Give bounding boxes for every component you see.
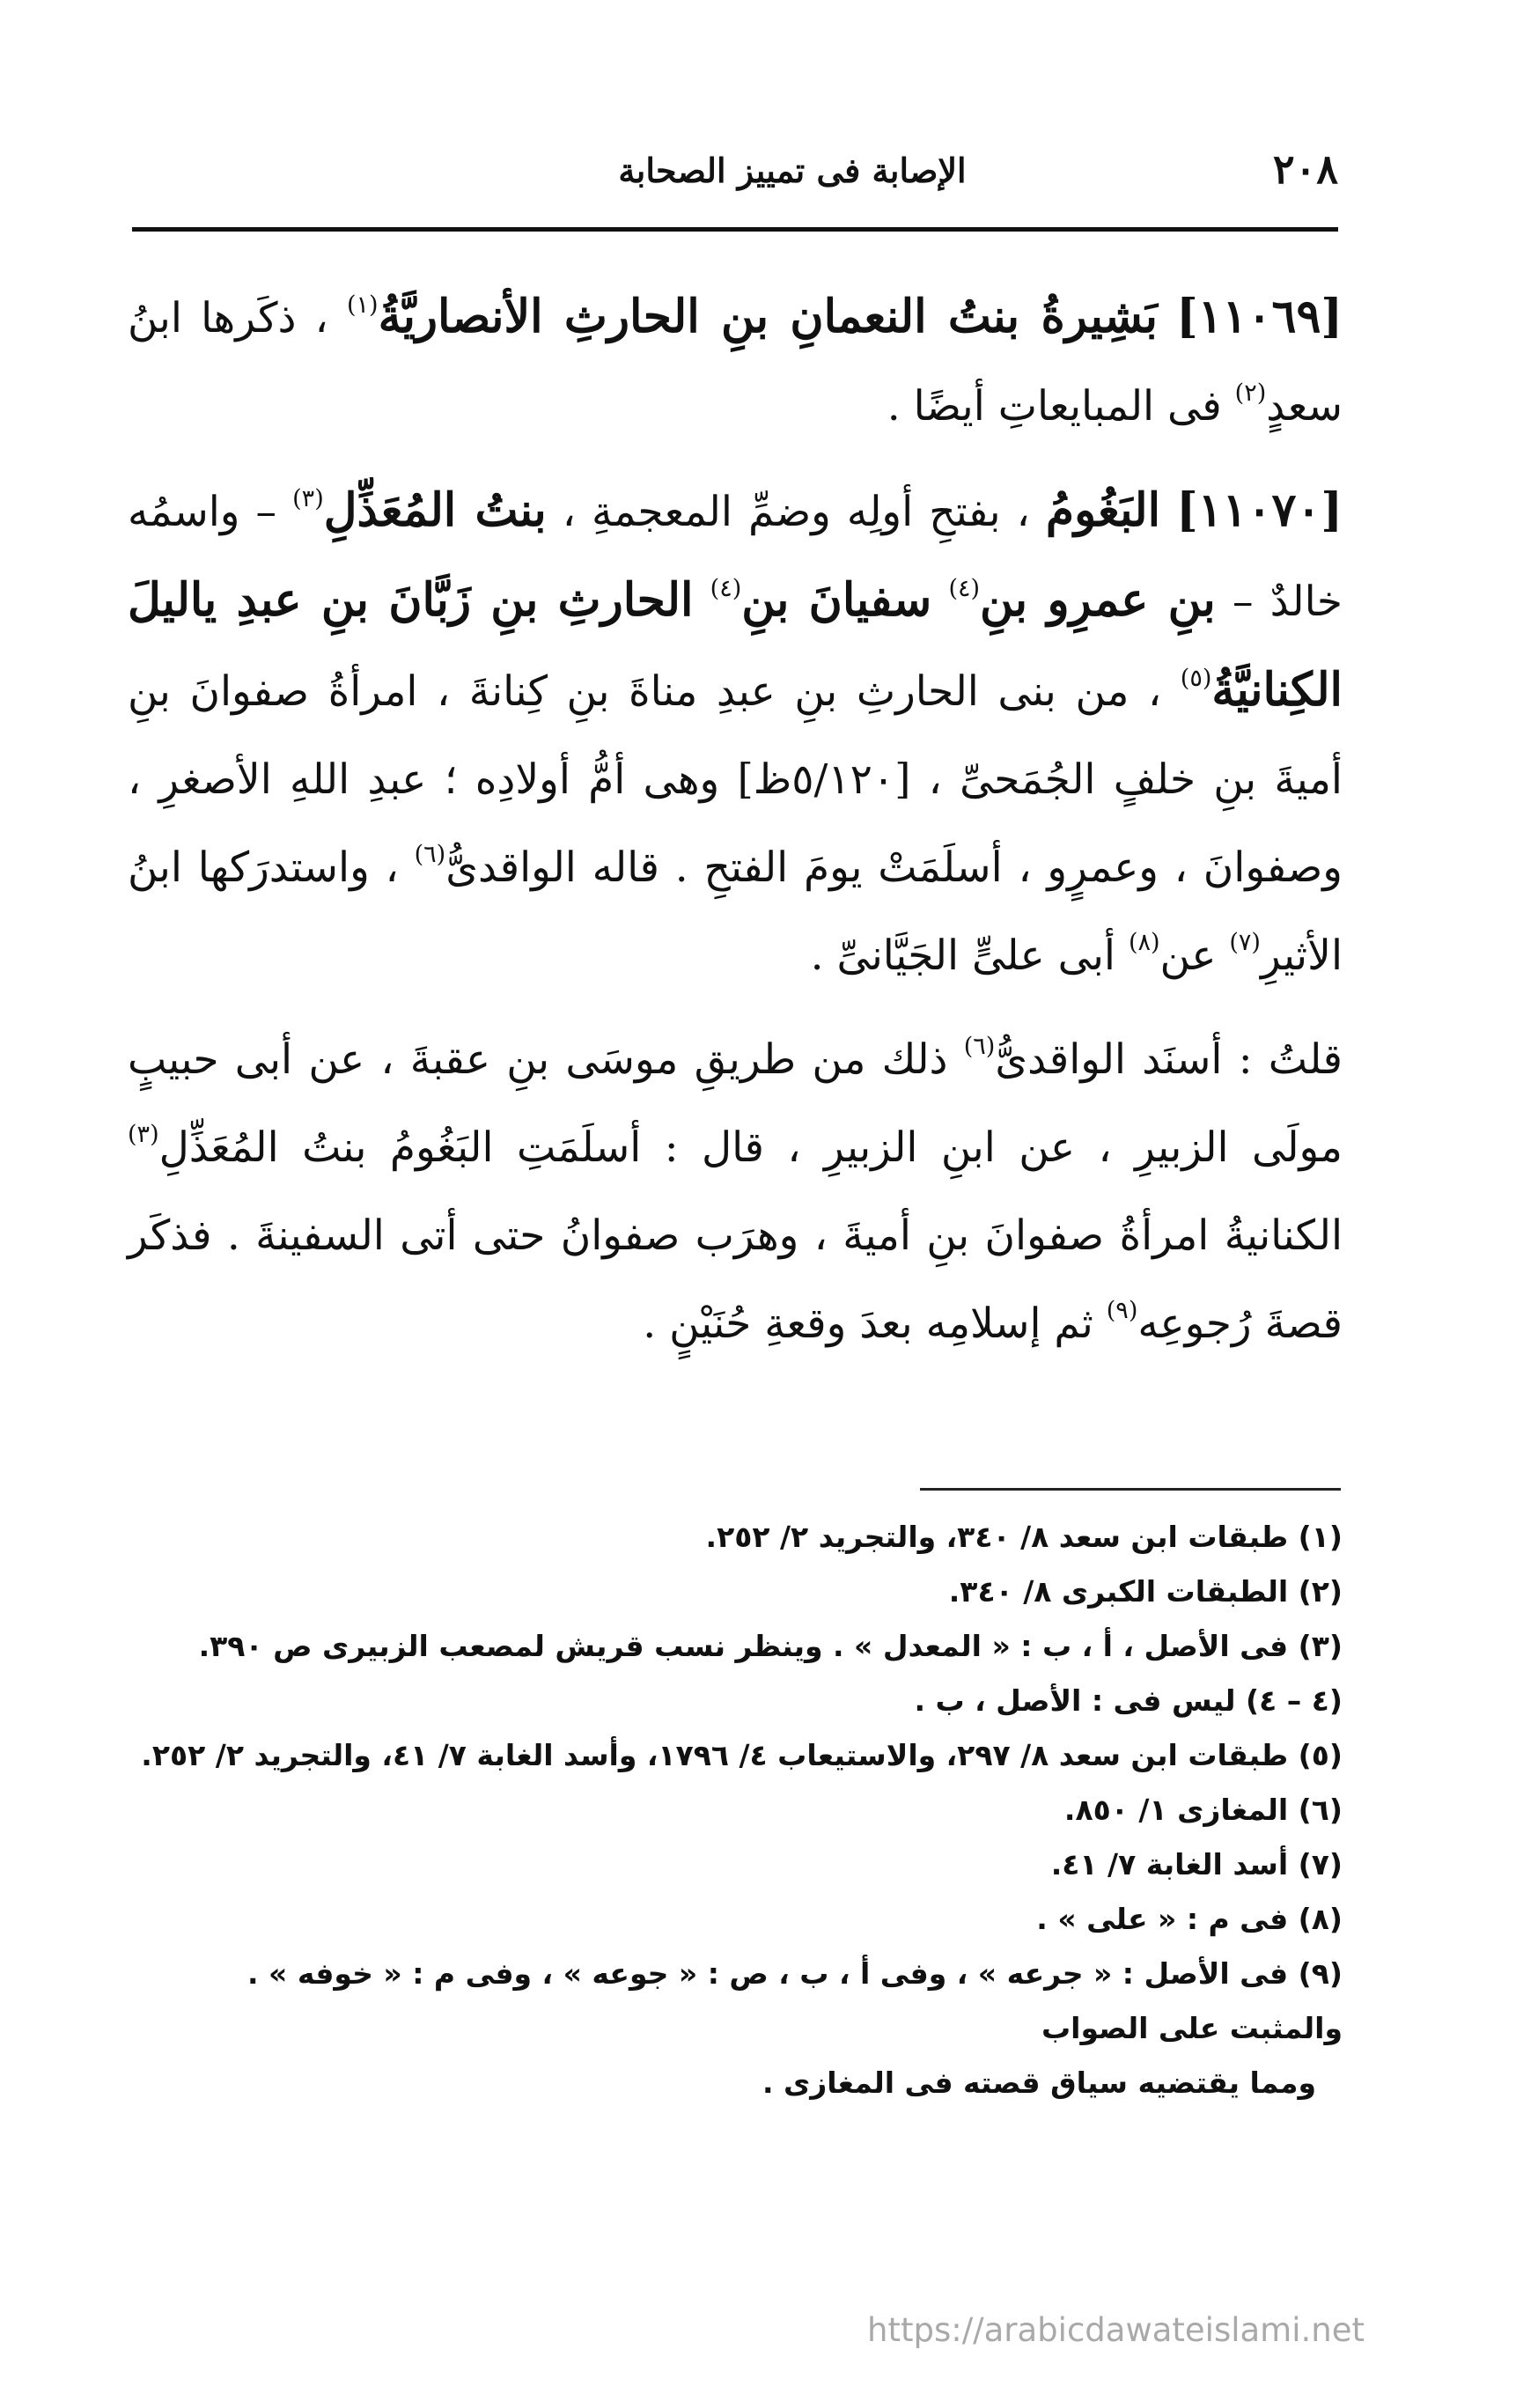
entry-text: الكنانيةُ امرأةُ صفوانَ بنِ أميةَ ، وهرَب صفوانُ حتى أتى السفينةَ . فذكَر قصةَ رُجوعِه — [128, 1211, 1343, 1348]
footnote-4: (٤ – ٤) ليس فى : الأصل ، ب . — [914, 1683, 1343, 1718]
entry-text: ، ذكَرها ابنُ سعدٍ — [128, 294, 1343, 431]
footnotes — [132, 1510, 1343, 2110]
entry-text: ثم إسلامِه بعدَ وقعةِ حُنَيْنٍ . — [643, 1300, 1093, 1348]
entry-text: عن — [1159, 932, 1217, 980]
footnote-9: (٩) فى الأصل : « جرعه » ، وفى أ ، ب ، ص : « جوعه » ، وفى م : « خوفه » . والمثبت على الصواب — [247, 1956, 1343, 2045]
footnote-ref: (١) — [346, 291, 379, 319]
footnote-9-continuation: ومما يقتضيه سياق قصته فى المغازى . — [762, 2066, 1316, 2100]
entry-text: ، واستدرَكها ابنُ الأثيرِ — [128, 843, 1343, 980]
footnote-ref: (٥) — [1180, 665, 1212, 692]
footnote-6: (٦) المغازى ١/ ٨٥٠. — [1063, 1793, 1343, 1827]
footnote-ref: (٢) — [1234, 379, 1267, 407]
footnote-ref: (٨) — [1128, 929, 1160, 956]
footnote-ref: (٧) — [1229, 929, 1261, 956]
watermark-url: https://arabicdawateislami.net — [867, 2311, 1365, 2349]
entry-text: فى المبايعاتِ أيضًا . — [887, 382, 1222, 431]
entry-name: سفيانَ بنِ — [741, 573, 932, 627]
entry-text: – واسمُه خالدٌ – — [128, 488, 1343, 626]
footnote-ref: (٤) — [710, 575, 742, 602]
entry-11069 — [128, 273, 1343, 451]
main-text — [128, 273, 1343, 1384]
footnote-ref: (٣) — [292, 485, 324, 512]
entry-name: الحارثِ بنِ زَبَّانَ بنِ عبدِ ياليلَ الكِنانيَّةُ — [128, 573, 1343, 717]
entry-text: ، بفتحِ أولِه وضمِّ المعجمةِ ، — [562, 488, 1030, 536]
entry-text: أبى علىٍّ الجَيَّانىِّ . — [810, 932, 1115, 980]
footnote-ref: (٣) — [128, 1121, 159, 1148]
entry-text: ، من بنى الحارثِ بنِ عبدِ مناةَ بنِ كِنانةَ ، امرأةُ صفوانَ بنِ أميةَ بنِ خلفٍ الجُمَحىِّ ، [٥/١٢٠ظ] وهى أمُّ أولادِه ؛ عبدِ اللهِ الأصغرِ ، وصفوانَ ، وعمرٍو ، أسلَمَتْ يومَ الفتحِ . قاله الواقدىُّ — [128, 667, 1343, 892]
entry-name: بنِ عمرِو بنِ — [980, 573, 1216, 627]
entry-number: [١١٠٦٩] — [1176, 290, 1343, 343]
entry-number: [١١٠٧٠] — [1176, 483, 1343, 537]
footnote-5: (٥) طبقات ابن سعد ٨/ ٢٩٧، والاستيعاب ٤/ ١٧٩٦، وأسد الغابة ٧/ ٤١، والتجريد ٢/ ٢٥٢. — [141, 1738, 1343, 1772]
entry-name: بَشِيرةُ بنتُ النعمانِ بنِ الحارثِ الأنصاريَّةُ — [378, 290, 1158, 343]
page-number: ٢٠٨ — [1272, 145, 1338, 193]
running-title: الإصابة فى تمييز الصحابة — [618, 151, 967, 190]
commentary — [128, 1016, 1343, 1368]
footnote-7: (٧) أسد الغابة ٧/ ٤١. — [1050, 1847, 1343, 1881]
footnote-3: (٣) فى الأصل ، أ ، ب : « المعدل » . وينظر نسب قريش لمصعب الزبيرى ص ٣٩٠. — [198, 1629, 1343, 1663]
footnote-1: (١) طبقات ابن سعد ٨/ ٣٤٠، والتجريد ٢/ ٢٥٢. — [705, 1520, 1343, 1554]
entry-name: البَغُومُ — [1045, 483, 1161, 537]
footnote-ref: (٩) — [1106, 1297, 1138, 1324]
footnote-ref: (٦) — [963, 1033, 996, 1060]
footnote-divider — [920, 1488, 1341, 1491]
footnote-2: (٢) الطبقات الكبرى ٨/ ٣٤٠. — [948, 1574, 1343, 1609]
entry-name: بنتُ المُعَذِّلِ — [323, 483, 547, 537]
entry-text: قلتُ : أسنَد الواقدىُّ — [995, 1035, 1343, 1084]
footnote-8: (٨) فى م : « على » . — [1036, 1902, 1343, 1936]
footnote-ref: (٦) — [414, 841, 446, 868]
entry-text: ذلك من طريقِ موسَى بنِ عقبةَ ، عن أبى حبيبٍ مولَى الزبيرِ ، عن ابنِ الزبيرِ ، قال : أسلَمَتِ البَغُومُ بنتُ المُعَذِّلِ — [128, 1035, 1343, 1172]
entry-11070 — [128, 467, 1343, 1000]
header-divider — [132, 227, 1338, 232]
footnote-ref: (٤) — [948, 575, 981, 602]
page-header — [132, 145, 1338, 216]
